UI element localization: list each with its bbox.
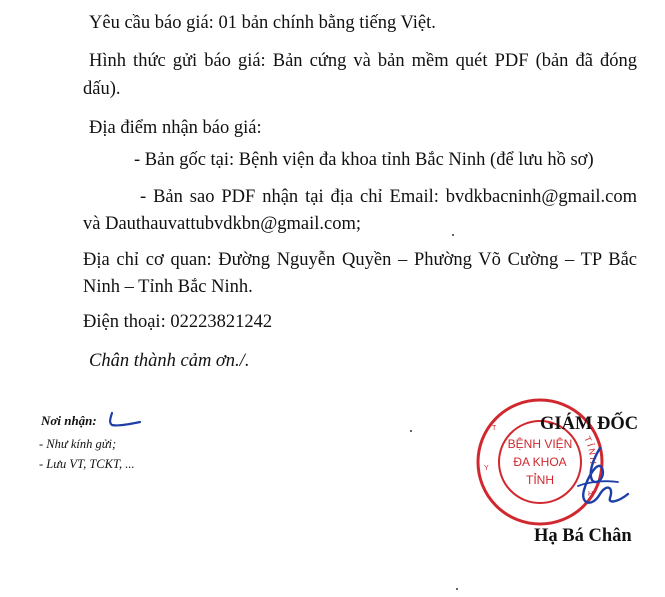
svg-text:Y: Y [484, 465, 489, 472]
scan-speck [452, 234, 454, 236]
thanks-text: Chân thành cảm ơn./. [89, 351, 250, 371]
original-copy-location: - Bản gốc tại: Bệnh viện đa khoa tỉnh Bắc Ninh (để lưu hồ sơ) [134, 150, 594, 170]
svg-text:T: T [492, 425, 497, 432]
signer-position: GIÁM ĐỐC [540, 414, 639, 434]
scan-speck [410, 430, 412, 432]
recipient-item-1: - Như kính gửi; [39, 437, 117, 451]
stamp-ring-text: TỈNH [582, 434, 599, 466]
stamp-center-line-2: ĐA KHOA [513, 455, 567, 469]
recipients-title: Nơi nhận: [41, 413, 97, 428]
pdf-copy-email-line-1: - Bản sao PDF nhận tại địa chỉ Email: bvdkbacninh@gmail.com [140, 187, 637, 207]
scan-speck [456, 588, 458, 590]
recipient-item-2: - Lưu VT, TCKT, ... [39, 457, 135, 471]
handwritten-signature [548, 428, 648, 528]
receiving-place-title: Địa điểm nhận báo giá: [89, 118, 262, 138]
submission-form-line-1: Hình thức gửi báo giá: Bản cứng và bản mềm quét PDF (bản đã đóng [89, 51, 637, 71]
pdf-copy-email-line-2: và Dauthauvattubvdkbn@gmail.com; [83, 214, 362, 234]
stamp-center-line-1: BỆNH VIỆN [507, 437, 573, 451]
office-address-line-1: Địa chỉ cơ quan: Đường Nguyễn Quyền – Phường Võ Cường – TP Bắc [83, 250, 637, 270]
quote-request-text: Yêu cầu báo giá: 01 bản chính bằng tiếng Việt. [89, 13, 436, 33]
svg-text:H: H [588, 491, 594, 498]
office-address-line-2: Ninh – Tỉnh Bắc Ninh. [83, 277, 253, 297]
phone-number: Điện thoại: 02223821242 [83, 312, 273, 332]
signer-name: Hạ Bá Chân [534, 526, 632, 546]
submission-form-line-2: dấu). [83, 79, 121, 99]
stamp-center-line-3: TỈNH [526, 473, 554, 487]
ink-flourish-mark [106, 411, 146, 429]
